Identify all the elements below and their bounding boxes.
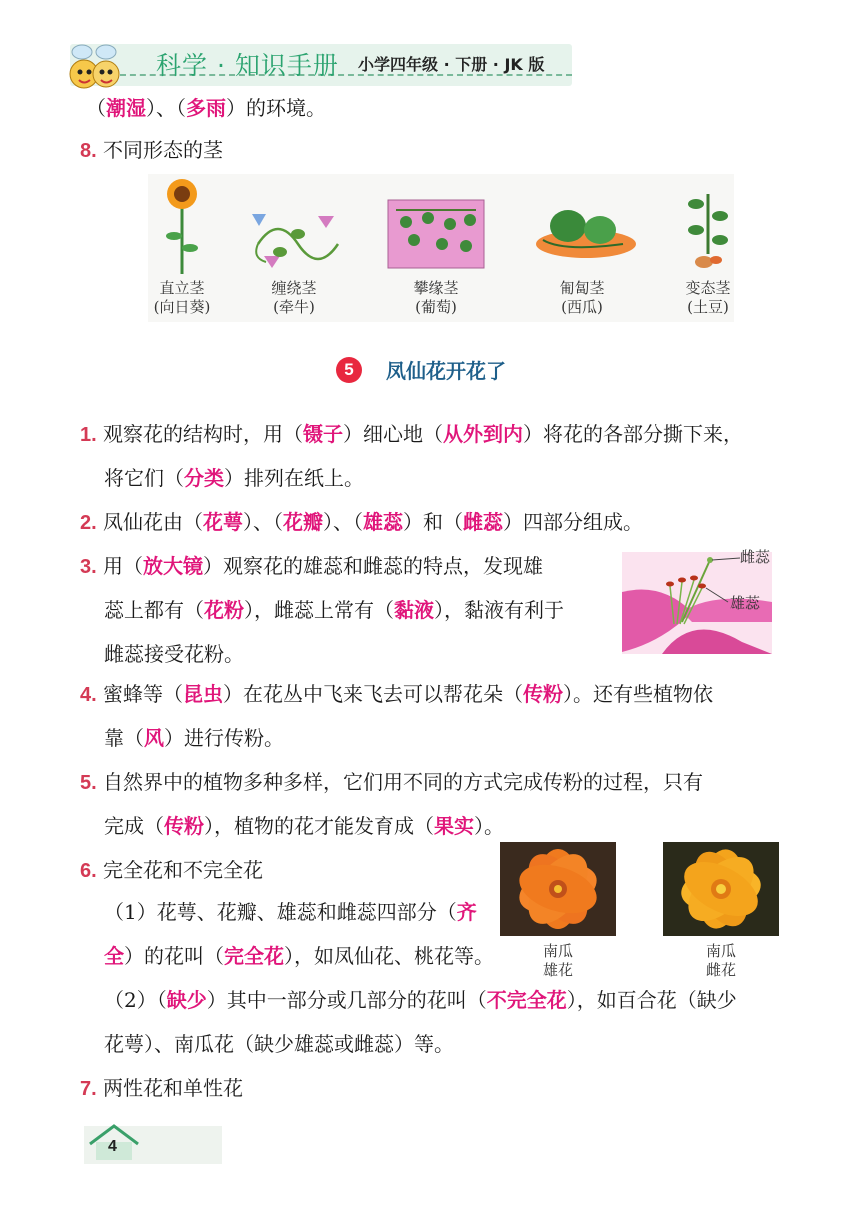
question-6-title [80, 856, 263, 885]
stem-caption [260, 279, 328, 317]
text: ）细心地（ [343, 422, 444, 446]
question-6-line-3 [104, 986, 737, 1014]
answer: 分类 [184, 466, 224, 490]
text: 雌蕊接受花粉。 [104, 642, 244, 666]
answer: 花萼 [203, 510, 244, 534]
text: ），如凤仙花、桃花等。 [284, 944, 494, 968]
text: 靠（ [104, 726, 144, 750]
answer: 黏液 [394, 598, 434, 622]
text: ）将花的各部分撕下来， [523, 422, 744, 446]
section-title: 凤仙花开花了 [386, 359, 506, 383]
text: ）在花丛中飞来飞去可以帮花朵（ [223, 682, 524, 706]
sunflower-icon [166, 179, 198, 274]
item-number: 6. [80, 860, 97, 882]
bee-mascot-icon [62, 40, 128, 96]
page-number: 4 [108, 1138, 117, 1155]
caption-name: 直立茎 [159, 279, 205, 297]
text: 花萼）、南瓜花（缺少雄蕊或雌蕊）等。 [104, 1032, 454, 1056]
answer: 放大镜 [143, 554, 204, 578]
caption-example: (葡萄) [415, 298, 457, 316]
answer: 昆虫 [183, 682, 224, 706]
text: （2）（ [104, 988, 167, 1012]
answer: 镊子 [303, 422, 344, 446]
morning-glory-icon [252, 214, 338, 268]
caption-line: 南瓜 [705, 942, 736, 960]
caption-name: 攀缘茎 [413, 279, 459, 297]
text: 观察花的结构时，用（ [103, 422, 304, 446]
item-text: 两性花和单性花 [103, 1076, 244, 1100]
text: ），雌蕊上常有（ [244, 598, 394, 622]
text: （ [86, 96, 106, 120]
question-6-line-4 [104, 1030, 454, 1058]
question-3-line-3 [104, 640, 244, 668]
text: ）排列在纸上。 [224, 466, 364, 490]
answer: 从外到内 [443, 422, 524, 446]
item-number: 7. [80, 1078, 97, 1100]
caption-example: (土豆) [687, 298, 729, 316]
caption-line: 雌花 [705, 961, 736, 979]
item-number: 5. [80, 772, 97, 794]
text: ）、（ [243, 510, 284, 534]
text: 凤仙花由（ [103, 510, 204, 534]
item-text: 不同形态的茎 [103, 138, 224, 162]
question-5-line-1 [80, 768, 703, 797]
answer: 花粉 [204, 598, 244, 622]
answer: 齐 [456, 900, 477, 924]
text: （1）花萼、花瓣、雄蕊和雌蕊四部分（ [104, 900, 457, 924]
header-title: 科学 · 知识手册 [156, 51, 339, 80]
answer: 全 [104, 944, 124, 968]
watermelon-icon [536, 210, 636, 258]
item-number: 4. [80, 684, 97, 706]
text: ）的花叫（ [124, 944, 224, 968]
answer: 潮湿 [106, 96, 146, 120]
answer: 传粉 [164, 814, 204, 838]
answer: 不完全花 [486, 988, 567, 1012]
section-number-badge: 5 [336, 357, 362, 383]
question-2 [80, 508, 643, 537]
pumpkin-female-flower-photo [663, 842, 779, 936]
text: ），植物的花才能发育成（ [204, 814, 434, 838]
answer: 多雨 [186, 96, 226, 120]
pumpkin-female-caption [683, 942, 759, 980]
item-number: 3. [80, 556, 97, 578]
caption-example: (西瓜) [561, 298, 603, 316]
answer: 风 [144, 726, 164, 750]
potato-plant-icon [688, 194, 728, 268]
item-text: 完全花和不完全花 [103, 858, 264, 882]
caption-line: 南瓜 [542, 942, 573, 960]
text: ）观察花的雄蕊和雌蕊的特点，发现雄 [203, 554, 544, 578]
answer: 传粉 [523, 682, 564, 706]
item-8 [80, 136, 223, 165]
text: ），如百合花（缺少 [566, 988, 737, 1012]
text: 将它们（ [104, 466, 184, 490]
pumpkin-male-caption [520, 942, 596, 980]
text: ）四部分组成。 [503, 510, 644, 534]
item-number: 1. [80, 424, 97, 446]
stamen-label: 雄蕊 [730, 594, 761, 612]
grape-vine-icon [388, 200, 484, 268]
stem-caption [402, 279, 470, 317]
answer: 缺少 [166, 988, 207, 1012]
text: ）。还有些植物依 [563, 682, 714, 706]
question-4-line-2 [104, 724, 284, 752]
caption-example: (向日葵) [153, 298, 211, 316]
item-number: 2. [80, 512, 97, 534]
pumpkin-male-flower-photo [500, 842, 616, 936]
question-1-line-1 [80, 420, 743, 449]
item-number: 8. [80, 140, 97, 162]
question-4-line-1 [80, 680, 713, 709]
text: 完成（ [104, 814, 164, 838]
caption-line: 雄花 [542, 961, 573, 979]
caption-name: 缠绕茎 [271, 279, 317, 297]
text: ）进行传粉。 [164, 726, 284, 750]
header-subtitle: 小学四年级 · 下册 · JK 版 [358, 55, 545, 74]
question-3-line-2 [104, 596, 564, 624]
text: 用（ [103, 554, 144, 578]
stem-caption [548, 279, 616, 317]
answer: 雌蕊 [463, 510, 504, 534]
text: ）、（ [323, 510, 364, 534]
caption-name: 变态茎 [685, 279, 731, 297]
text: ）。 [474, 814, 504, 838]
question-6-line-1 [104, 898, 477, 926]
question-6-line-2 [104, 942, 494, 970]
answer: 果实 [434, 814, 474, 838]
answer: 花瓣 [283, 510, 324, 534]
text: 自然界中的植物多种多样，它们用不同的方式完成传粉的过程，只有 [103, 770, 704, 794]
question-3-line-1 [80, 552, 543, 581]
text: ）的环境。 [226, 96, 326, 120]
stem-caption [674, 279, 742, 317]
question-1-line-2 [104, 464, 364, 492]
caption-example: (牵牛) [273, 298, 315, 316]
continuation-line [86, 94, 326, 122]
answer: 完全花 [224, 944, 284, 968]
text: ）、（ [146, 96, 186, 120]
stem-caption [148, 279, 216, 317]
text: ），黏液有利于 [434, 598, 564, 622]
stem-types-figure [148, 174, 734, 322]
question-5-line-2 [104, 812, 504, 840]
text: ）和（ [403, 510, 464, 534]
text: 蜜蜂等（ [103, 682, 184, 706]
text: 蕊上都有（ [104, 598, 204, 622]
question-7 [80, 1074, 243, 1103]
answer: 雄蕊 [363, 510, 404, 534]
text: ）其中一部分或几部分的花叫（ [206, 988, 487, 1012]
pistil-label: 雌蕊 [740, 548, 771, 566]
caption-name: 匍匐茎 [559, 279, 605, 297]
